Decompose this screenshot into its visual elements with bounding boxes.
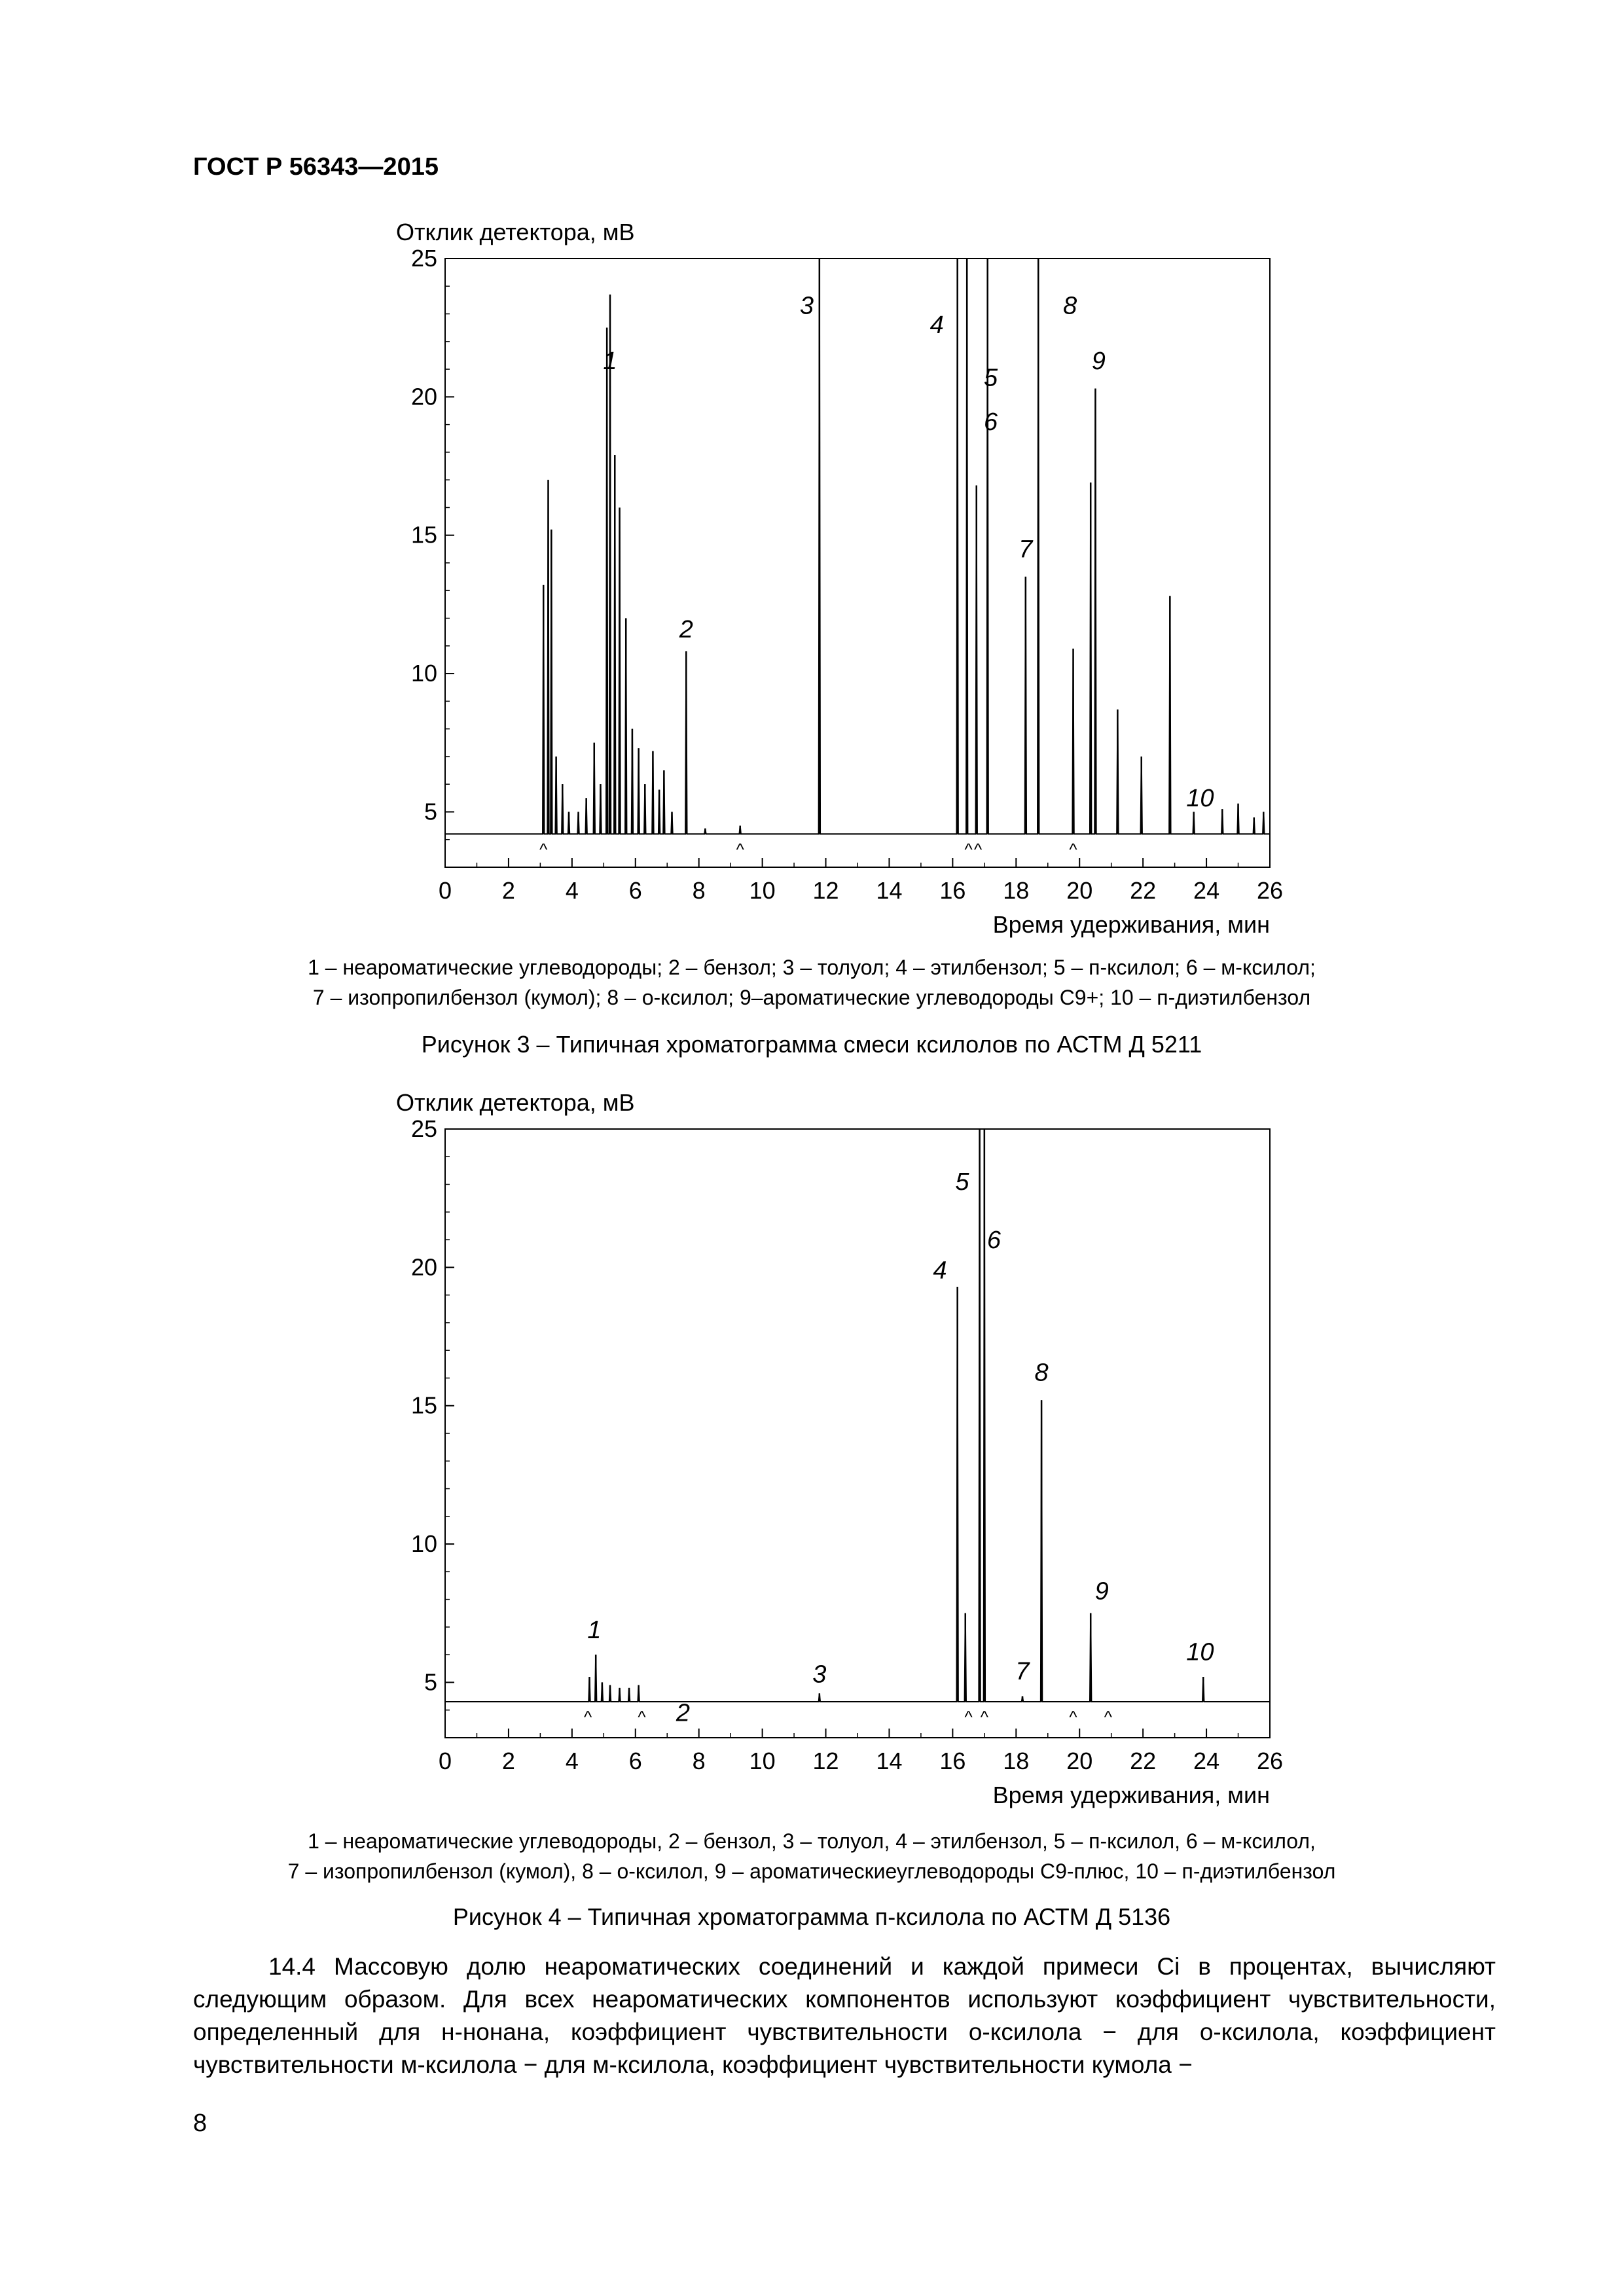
figure-4-legend <box>183 1826 1440 1886</box>
y-axis-label: Отклик детектора, мВ <box>396 219 635 245</box>
integration-mark: ^ <box>539 839 548 859</box>
peak-label: 1 <box>603 348 617 376</box>
x-tick-label: 12 <box>812 877 839 904</box>
x-tick-label: 4 <box>565 1748 579 1774</box>
peak-label: 7 <box>1019 535 1033 564</box>
x-tick-label: 18 <box>1003 877 1030 904</box>
x-tick-label: 16 <box>939 877 966 904</box>
figure-3-legend-line-1: 1 – неароматические углеводороды; 2 – бензол; 3 – толуол; 4 – этилбензол; 5 – п-ксилол; 6 – м-ксилол; <box>308 956 1316 979</box>
y-axis-label: Отклик детектора, мВ <box>396 1089 635 1116</box>
x-tick-label: 20 <box>1066 877 1093 904</box>
x-tick-label: 2 <box>501 877 515 904</box>
x-tick-label: 18 <box>1003 1748 1030 1774</box>
y-tick-label: 25 <box>410 1115 437 1142</box>
x-tick-label: 4 <box>565 877 579 904</box>
peak-label: 3 <box>812 1660 827 1689</box>
x-tick-label: 14 <box>876 877 903 904</box>
y-tick-label: 20 <box>410 1253 437 1281</box>
y-tick-label: 10 <box>410 660 437 687</box>
plot-frame <box>445 259 1270 867</box>
peak-label: 2 <box>679 616 693 644</box>
x-tick-label: 12 <box>812 1748 839 1774</box>
integration-mark: ^ <box>974 839 983 859</box>
figure-3-legend-line-2: 7 – изопропилбензол (кумол); 8 – о-ксилол; 9–ароматические углеводороды С9+; 10 – п-диэтилбензол <box>312 986 1311 1009</box>
peak-label: 9 <box>1094 1577 1109 1605</box>
y-tick-label: 5 <box>424 1668 437 1696</box>
integration-mark: ^ <box>1069 839 1077 859</box>
y-tick-label: 20 <box>410 383 437 410</box>
y-tick-label: 5 <box>424 798 437 825</box>
x-tick-label: 14 <box>876 1748 903 1774</box>
x-tick-label: 22 <box>1130 1748 1157 1774</box>
x-tick-label: 0 <box>438 1748 452 1774</box>
peak-label: 9 <box>1091 348 1106 376</box>
integration-mark: ^ <box>964 839 973 859</box>
body-paragraph <box>193 1950 1496 2081</box>
integration-mark: ^ <box>980 1707 988 1727</box>
x-tick-label: 22 <box>1130 877 1157 904</box>
peak-label: 10 <box>1186 785 1214 812</box>
peak-label: 8 <box>1034 1359 1049 1387</box>
figure-3-legend <box>183 952 1440 1013</box>
x-tick-label: 26 <box>1256 877 1284 904</box>
paragraph-14-4: 14.4 Массовую долю неароматических соединений и каждой примеси Ci в процентах, вычисляют следующим образом. Для всех неароматических компонентов используют коэффициент чувствительности, определенный для н-нонана, коэффициент чувствительности о-ксилола − для о-ксилола, коэффициент чувствительности м-ксилола − для м-ксилола, коэффициент чувствительности кумола − <box>193 1953 1496 2078</box>
chromatogram-4-svg <box>367 1080 1296 1820</box>
x-tick-label: 10 <box>749 877 776 904</box>
peak-label: 7 <box>1015 1658 1030 1686</box>
y-tick-label: 15 <box>410 1391 437 1419</box>
integration-mark: ^ <box>1104 1707 1112 1727</box>
chromatogram-3-svg <box>367 209 1296 949</box>
peak-label: 4 <box>933 1257 947 1285</box>
x-tick-label: 6 <box>628 1748 642 1774</box>
x-tick-label: 24 <box>1193 1748 1220 1774</box>
integration-mark: ^ <box>964 1707 973 1727</box>
chromatogram-figure-3 <box>367 209 1296 949</box>
document-header: ГОСТ Р 56343—2015 <box>193 153 439 181</box>
x-tick-label: 8 <box>692 877 706 904</box>
peak-label: 6 <box>983 408 998 437</box>
figure-4-legend-line-1: 1 – неароматические углеводороды, 2 – бензол, 3 – толуол, 4 – этилбензол, 5 – п-ксилол, 6 – м-ксилол, <box>308 1829 1316 1853</box>
x-tick-label: 16 <box>939 1748 966 1774</box>
peak-label: 4 <box>929 312 944 340</box>
peak-label: 5 <box>983 364 998 392</box>
integration-mark: ^ <box>736 839 744 859</box>
x-tick-label: 6 <box>628 877 642 904</box>
x-axis-label: Время удерживания, мин <box>992 1782 1270 1808</box>
y-tick-label: 15 <box>410 521 437 548</box>
integration-mark: ^ <box>1069 1707 1077 1727</box>
x-tick-label: 24 <box>1193 877 1220 904</box>
integration-mark: ^ <box>583 1707 592 1727</box>
x-tick-label: 26 <box>1256 1748 1284 1774</box>
peak-label: 10 <box>1186 1638 1214 1666</box>
y-tick-label: 25 <box>410 245 437 272</box>
x-tick-label: 10 <box>749 1748 776 1774</box>
y-tick-label: 10 <box>410 1530 437 1558</box>
page-number: 8 <box>193 2109 208 2137</box>
chromatogram-trace <box>445 1129 1270 1702</box>
x-axis-label: Время удерживания, мин <box>992 911 1270 938</box>
peak-label: 3 <box>799 292 814 320</box>
plot-frame <box>445 1129 1270 1738</box>
chromatogram-trace <box>445 259 1270 834</box>
x-tick-label: 8 <box>692 1748 706 1774</box>
x-tick-label: 20 <box>1066 1748 1093 1774</box>
integration-mark: ^ <box>638 1707 646 1727</box>
peak-label: 6 <box>986 1226 1001 1254</box>
peak-label: 8 <box>1063 292 1077 320</box>
peak-label: 1 <box>587 1616 602 1644</box>
figure-4-legend-line-2: 7 – изопропилбензол (кумол), 8 – о-ксилол, 9 – ароматическиеуглеводороды С9-плюс, 10 – п-диэтилбензол <box>287 1859 1336 1883</box>
figure-4-caption: Рисунок 4 – Типичная хроматограмма п-ксилола по АСТМ Д 5136 <box>452 1903 1171 1930</box>
figure-3-caption: Рисунок 3 – Типичная хроматограмма смеси ксилолов по АСТМ Д 5211 <box>421 1031 1202 1058</box>
chromatogram-figure-4 <box>367 1080 1296 1820</box>
x-tick-label: 2 <box>501 1748 515 1774</box>
x-tick-label: 0 <box>438 877 452 904</box>
peak-label: 5 <box>955 1168 969 1196</box>
peak-label: 2 <box>676 1699 691 1727</box>
